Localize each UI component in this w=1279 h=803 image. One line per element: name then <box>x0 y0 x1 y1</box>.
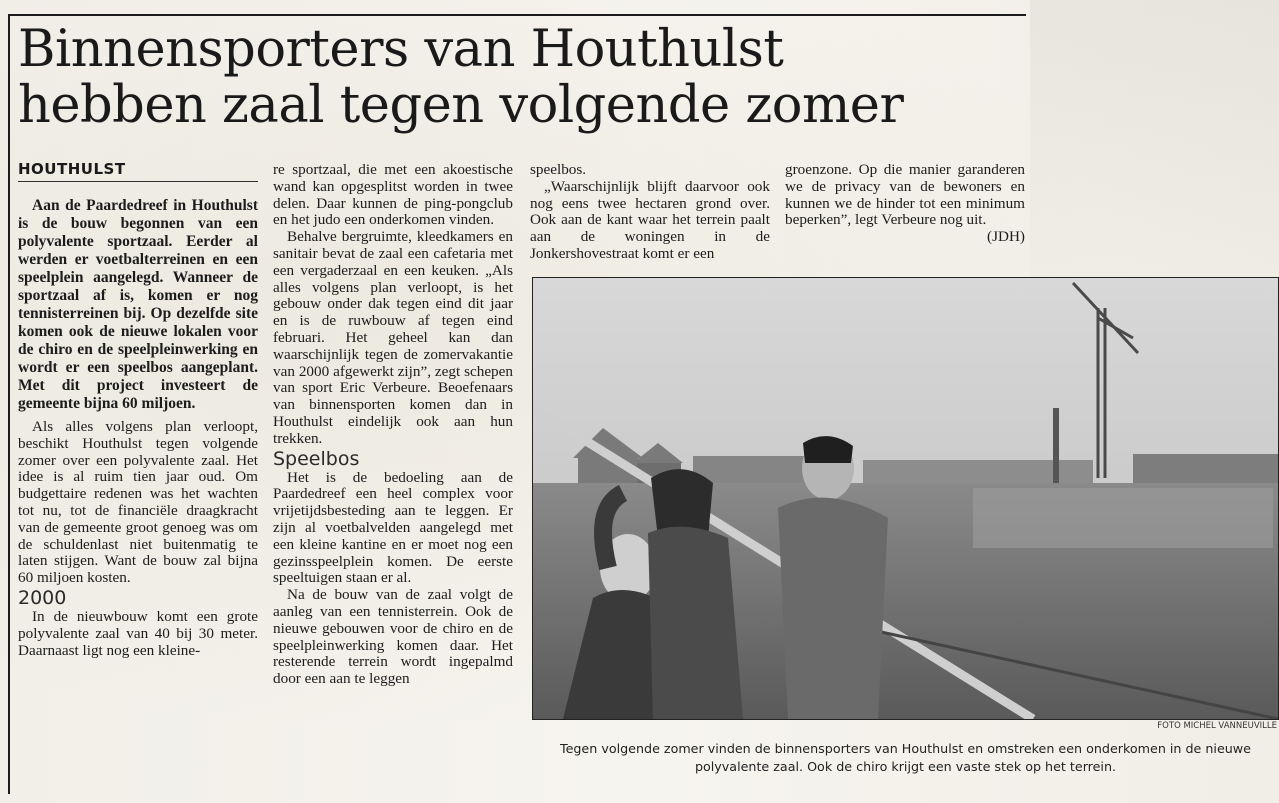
paragraph: „Waarschijnlijk blijft daarvoor ook nog eens twee hectaren grond over. Ook aan de kant waar het terrein paalt aan de woningen in de Jonkershovestraat komt er een <box>530 177 770 262</box>
intro-paragraph: Aan de Paardedreef in Houthulst is de bouw begonnen van een polyvalente sportzaal. Eerder al werden er voetbalterreinen en een speelplein aangelegd. Wanneer de sportzaal af is, komen er nog tennisterreinen bij. Op dezelfde site komen ook de nieuwe lokalen voor de chiro en de speelpleinwerking en wordt er een speelbos aangeplant. Met dit project investeert de gemeente bijna 60 miljoen. <box>18 197 258 412</box>
column-4 <box>785 162 1025 246</box>
left-rule <box>8 14 10 794</box>
construction-site-photo <box>532 277 1279 720</box>
column-3 <box>530 162 770 263</box>
kicker-rule <box>18 181 258 182</box>
headline <box>18 20 904 135</box>
top-rule <box>8 14 1026 16</box>
paragraph: groenzone. Op die manier garanderen we de privacy van de bewoners en kunnen we de hinder tot een minimum beperken”, legt Verbeure nog uit. <box>785 161 1025 229</box>
paragraph: re sportzaal, die met een akoestische wand kan opgesplitst worden in twee delen. Daar kunnen de ping-pongclub en het judo een onderkomen vinden. <box>273 161 513 229</box>
paragraph: Behalve bergruimte, kleedkamers en sanitair bevat de zaal een cafetaria met een vergaderzaal en een keuken. „Als alles volgens plan verloopt, is het gebouw onder dak tegen eind dit jaar en is de ruwbouw af tegen eind februari. Het geheel kan dan waarschijnlijk tegen de zomervakantie van 2000 afgewerkt zijn”, zegt schepen van sport Eric Verbeure. Beoefenaars van binnensporten komen dan in Houthulst eindelijk ook aan hun trekken. <box>273 228 513 447</box>
subheading-2000: 2000 <box>18 586 67 609</box>
photo-illustration <box>533 278 1278 719</box>
pillar <box>1053 408 1059 488</box>
adjacent-page-bleed <box>1030 0 1279 290</box>
paragraph: speelbos. <box>530 161 587 178</box>
column-1 <box>18 197 258 659</box>
paragraph: In de nieuwbouw komt een grote polyvalente zaal van 40 bij 30 meter. Daarnaast ligt nog een kleine- <box>18 607 258 659</box>
photo-credit: FOTO MICHEL VANNEUVILLE <box>1157 721 1277 731</box>
byline: (JDH) <box>987 228 1025 246</box>
headline-line-2: hebben zaal tegen volgende zomer <box>18 76 904 135</box>
subheading-speelbos: Speelbos <box>273 447 360 470</box>
headline-line-1: Binnensporters van Houthulst <box>18 20 784 79</box>
caption-line-1: Tegen volgende zomer vinden de binnensporters van Houthulst en omstreken een onderkomen in de nieuwe <box>559 741 1251 756</box>
paragraph: Na de bouw van de zaal volgt de aanleg van een tennisterrein. Ook de nieuwe gebouwen voor de chiro en de speelpleinwerking komen daar. Het resterende terrein wordt ingepalmd door een aan te leggen <box>273 586 513 688</box>
foundation <box>973 488 1273 548</box>
kicker: HOUTHULST <box>18 160 126 178</box>
paragraph: Het is de bedoeling aan de Paardedreef een heel complex voor vrijetijdsbesteding aan te leggen. Er zijn al voetbalvelden aangelegd met een kleine kantine en er moet nog een gezinsspeelplein komen. De eerste speeltuigen staan er al. <box>273 468 513 587</box>
caption-line-2: polyvalente zaal. Ook de chiro krijgt een vaste stek op het terrein. <box>694 759 1117 774</box>
column-2 <box>273 162 513 688</box>
paragraph: Als alles volgens plan verloopt, beschikt Houthulst tegen volgende zomer over een polyvalente zaal. Het idee is al ruim tien jaar oud. Om budgettaire redenen was het wachten tot nu, tot de financiële draagkracht van de gemeente groot genoeg was om de schuldenlast niet buitenmatig te laten stijgen. Want de bouw zal bijna 60 miljoen kosten. <box>18 418 258 587</box>
photo-caption <box>532 740 1279 776</box>
